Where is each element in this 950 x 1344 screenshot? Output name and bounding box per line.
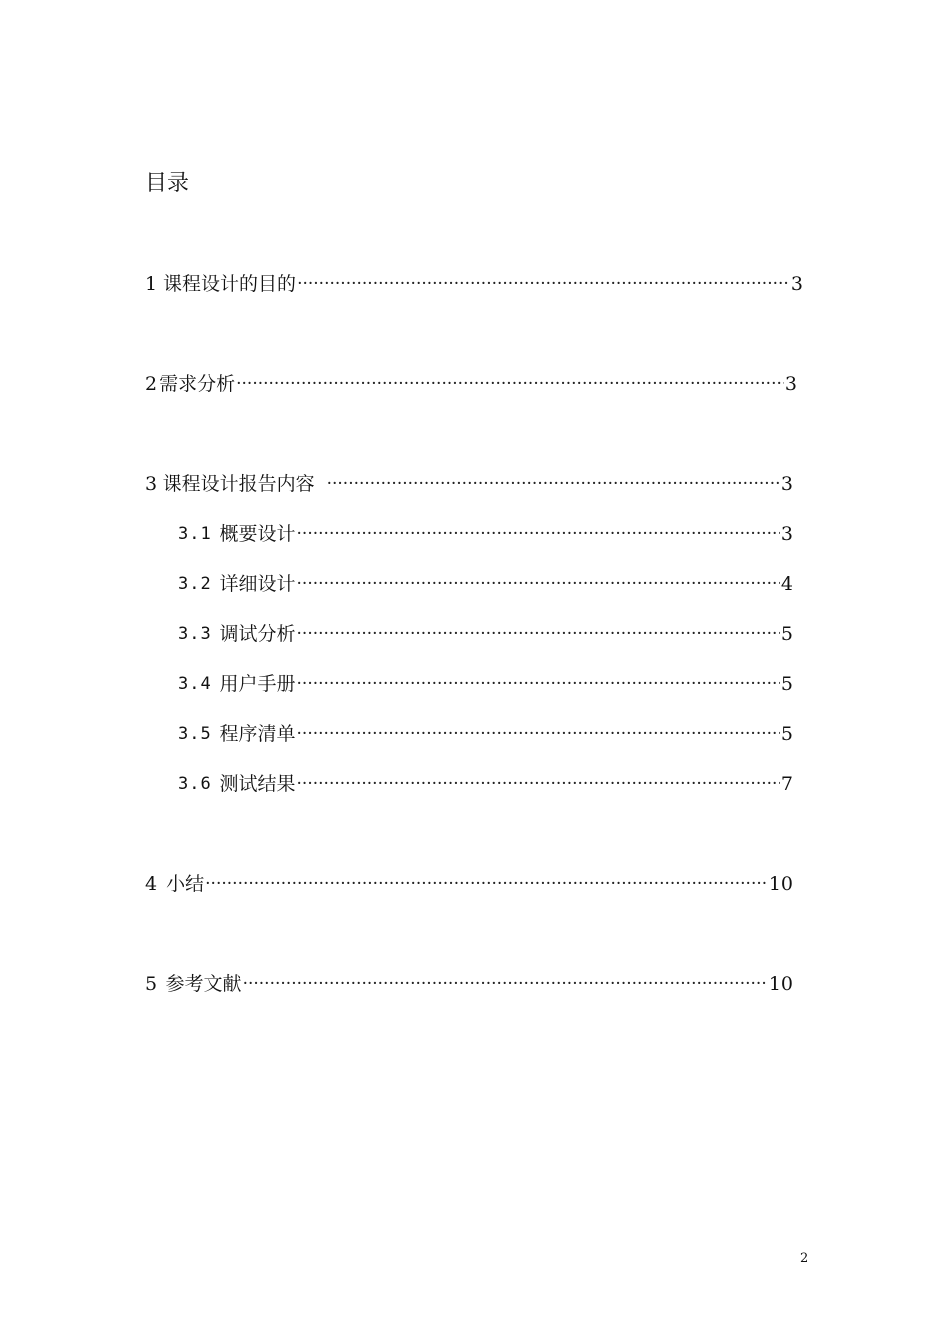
toc-entry-title: 概要设计 bbox=[219, 523, 296, 545]
dot-leader bbox=[297, 266, 790, 302]
toc-entry-page: 10 bbox=[768, 873, 793, 895]
toc-entry-number: 4 bbox=[145, 873, 158, 895]
toc-entry-title: 参考文献 bbox=[165, 973, 242, 995]
dot-leader bbox=[243, 966, 768, 1002]
toc-entry-page: 4 bbox=[780, 573, 793, 595]
toc-entry-title: 小结 bbox=[166, 873, 205, 895]
toc-entry-number: 5 bbox=[145, 973, 158, 995]
toc-entry-number: 3.6 bbox=[178, 774, 212, 794]
toc-entry-title: 需求分析 bbox=[159, 373, 236, 395]
toc-entry-page: 3 bbox=[780, 473, 793, 495]
toc-entry-number: 1 bbox=[145, 273, 158, 295]
dot-leader bbox=[205, 866, 768, 902]
toc-entry-number: 3 bbox=[145, 473, 158, 495]
toc-entry-3-5[interactable] bbox=[178, 716, 793, 752]
toc-entry-title: 调试分析 bbox=[219, 623, 296, 645]
toc-entry-page: 10 bbox=[768, 973, 793, 995]
toc-entry-page: 3 bbox=[784, 373, 797, 395]
toc-entry-2[interactable] bbox=[145, 366, 797, 402]
toc-entry-3-2[interactable] bbox=[178, 566, 793, 602]
toc-title: 目录 bbox=[145, 171, 190, 196]
toc-entry-page: 7 bbox=[780, 773, 793, 795]
toc-entry-title: 用户手册 bbox=[219, 673, 296, 695]
toc-entry-3-3[interactable] bbox=[178, 616, 793, 652]
toc-entry-title: 课程设计的目的 bbox=[163, 273, 297, 295]
dot-leader bbox=[327, 466, 780, 502]
toc-entry-3-1[interactable] bbox=[178, 516, 793, 552]
toc-entry-page: 3 bbox=[790, 273, 803, 295]
toc-entry-3[interactable] bbox=[145, 466, 793, 502]
dot-leader bbox=[297, 716, 780, 752]
toc-entry-4[interactable] bbox=[145, 866, 793, 902]
toc-entry-number: 3.2 bbox=[178, 574, 212, 594]
toc-entry-5[interactable] bbox=[145, 966, 793, 1002]
dot-leader bbox=[236, 366, 784, 402]
toc-entry-number: 3.5 bbox=[178, 724, 212, 744]
toc-entry-title: 测试结果 bbox=[219, 773, 296, 795]
toc-entry-title: 程序清单 bbox=[219, 723, 296, 745]
dot-leader bbox=[297, 566, 780, 602]
toc-entry-3-6[interactable] bbox=[178, 766, 793, 802]
dot-leader bbox=[297, 666, 780, 702]
toc-entry-number: 3.3 bbox=[178, 624, 212, 644]
toc-entry-3-4[interactable] bbox=[178, 666, 793, 702]
toc-entry-number: 3.1 bbox=[178, 524, 212, 544]
dot-leader bbox=[297, 616, 780, 652]
dot-leader bbox=[297, 516, 780, 552]
page-number: 2 bbox=[800, 1251, 809, 1266]
toc-entry-page: 5 bbox=[780, 623, 793, 645]
toc-entry-page: 3 bbox=[780, 523, 793, 545]
toc-entry-title: 详细设计 bbox=[219, 573, 296, 595]
toc-entry-page: 5 bbox=[780, 673, 793, 695]
toc-entry-page: 5 bbox=[780, 723, 793, 745]
toc-entry-title: 课程设计报告内容 bbox=[162, 473, 315, 495]
dot-leader bbox=[297, 766, 780, 802]
toc-entry-number: 2 bbox=[145, 373, 158, 395]
toc-entry-1[interactable] bbox=[145, 266, 803, 302]
toc-entry-number: 3.4 bbox=[178, 674, 212, 694]
